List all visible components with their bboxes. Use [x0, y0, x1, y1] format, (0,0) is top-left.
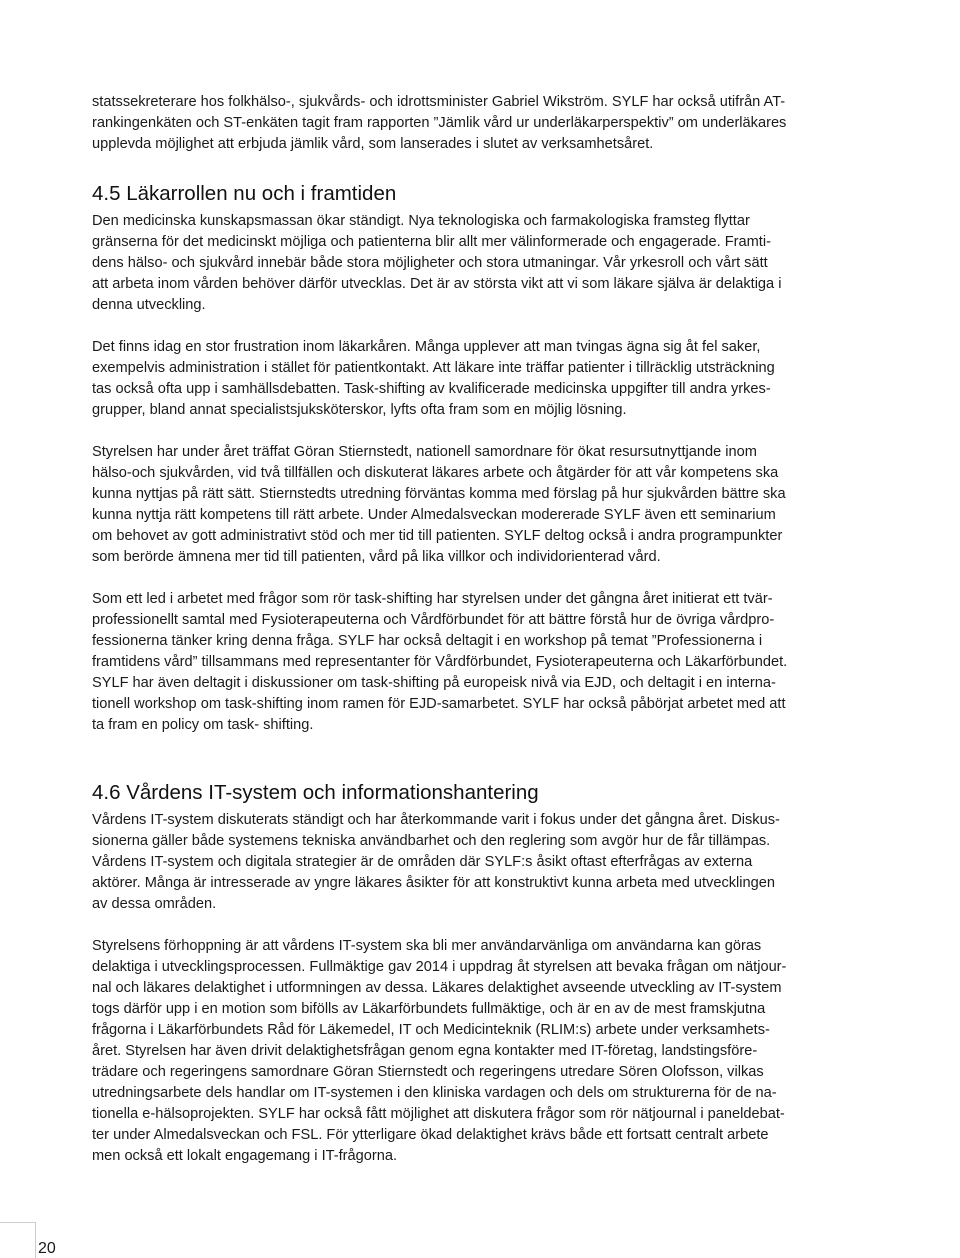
text-line: tionella e-hälsoprojekten. SYLF har också fått möjlighet att diskutera frågor som rör nätjournal i paneldebat-	[92, 1106, 785, 1122]
text-line: nal och läkares delaktighet i utformningen av dessa. Läkares delaktighet avseende utveckling av IT-system	[92, 980, 782, 996]
text-line: ter under Almedalsveckan och FSL. För ytterligare ökad delaktighet krävs både ett fortsatt centralt arbete	[92, 1127, 769, 1143]
text-line: Det finns idag en stor frustration inom läkarkåren. Många upplever att man tvingas ägna sig åt fel saker,	[92, 339, 761, 355]
text-line: tionell workshop om task-shifting inom ramen för EJD-samarbetet. SYLF har också påbörjat arbetet med att	[92, 696, 786, 712]
text-line: sionerna gäller både systemens tekniska användbarhet och den reglering som avgör hur de får tillämpas.	[92, 833, 771, 849]
text-line: Vårdens IT-system och digitala strategier är de områden där SYLF:s åsikt oftast efterfrågas av externa	[92, 854, 753, 870]
text-line: utredningsarbete dels handlar om IT-systemen i den kliniska vardagen och dels om strukturerna för de na-	[92, 1085, 777, 1101]
text-line: frågorna i Läkarförbundets Råd för Läkemedel, IT och Medicinteknik (RLIM:s) arbete under verksamhets-	[92, 1022, 770, 1038]
paragraph-4-6-2	[92, 936, 872, 1167]
section-heading-4-5: 4.5 Läkarrollen nu och i framtiden	[92, 182, 397, 205]
text-line: aktörer. Många är intresserade av yngre läkares åsikter för att konstruktivt kunna arbeta med utvecklingen	[92, 875, 776, 891]
text-line: kunna nyttja rätt kompetens till rätt arbete. Under Almedalsveckan modererade SYLF även ett seminarium	[92, 507, 776, 523]
text-line: Den medicinska kunskapsmassan ökar ständigt. Nya teknologiska och farmakologiska framsteg flyttar	[92, 213, 750, 229]
intro-paragraph	[92, 92, 872, 155]
text-line: om behovet av gott administrativt stöd och mer tid till patienten. SYLF deltog också i andra programpunkter	[92, 528, 783, 544]
text-line: Styrelsen har under året träffat Göran Stiernstedt, nationell samordnare för ökat resursutnyttjande inom	[92, 444, 757, 460]
text-line: upplevda möjlighet att erbjuda jämlik vård, som lanserades i slutet av verksamhetsåret.	[92, 136, 654, 152]
text-line: rankingenkäten och ST-enkäten tagit fram rapporten ”Jämlik vård ur underläkarperspektiv” om underläkares	[92, 115, 787, 131]
section-heading-4-6: 4.6 Vårdens IT-system och informationshantering	[92, 781, 539, 804]
paragraph-4-5-1	[92, 211, 872, 316]
text-line: professionellt samtal med Fysioterapeuterna och Vårdförbundet för att bättre förstå hur de övriga vårdpro-	[92, 612, 775, 628]
text-line: som berörde ämnena mer tid till patienten, vård på lika villkor och individorienterad vård.	[92, 549, 661, 565]
text-line: togs därför upp i en motion som bifölls av Läkarförbundets fullmäktige, och är en av de mest framskjutna	[92, 1001, 766, 1017]
page-content	[92, 92, 872, 1167]
page-number: 20	[38, 1240, 56, 1257]
text-line: Styrelsens förhoppning är att vårdens IT-system ska bli mer användarvänliga om användarna kan göras	[92, 938, 762, 954]
paragraph-4-5-3	[92, 442, 872, 568]
text-line: dens hälso- och sjukvård innebär både stora möjligheter och stora utmaningar. Vår yrkesroll och vårt sätt	[92, 255, 768, 271]
text-line: att arbeta inom vården behöver därför utvecklas. Det är av största vikt att vi som läkare själva är delaktiga i	[92, 276, 782, 292]
paragraph-4-5-2	[92, 337, 872, 421]
paragraph-4-6-1	[92, 810, 872, 915]
text-line: fessionerna tänker kring denna fråga. SYLF har också deltagit i en workshop på temat ”Professionerna i	[92, 633, 763, 649]
text-line: Som ett led i arbetet med frågor som rör task-shifting har styrelsen under det gångna året initierat ett tvär-	[92, 591, 773, 607]
text-line: trädare och regeringens samordnare Göran Stiernstedt och regeringens utredare Sören Olofsson, vilkas	[92, 1064, 764, 1080]
text-line: kunna nyttjas på rätt sätt. Stiernstedts utredning förväntas komma med förslag på hur sjukvården bättre ska	[92, 486, 786, 502]
paragraph-4-5-4	[92, 589, 872, 736]
text-line: framtidens vård” tillsammans med representanter för Vårdförbundet, Fysioterapeuterna och Läkarförbundet.	[92, 654, 788, 670]
text-line: ta fram en policy om task- shifting.	[92, 717, 314, 733]
text-line: delaktiga i utvecklingsprocessen. Fullmäktige gav 2014 i uppdrag åt styrelsen att bevaka frågan om nätjour-	[92, 959, 787, 975]
text-line: tas också ofta upp i samhällsdebatten. Task-shifting av kvalificerade medicinska uppgifter till andra yrkes-	[92, 381, 771, 397]
text-line: denna utveckling.	[92, 297, 206, 313]
text-line: hälso-och sjukvården, vid två tillfällen och diskuterat läkares arbete och åtgärder för att vår kompetens ska	[92, 465, 779, 481]
text-line: statssekreterare hos folkhälso-, sjukvårds- och idrottsminister Gabriel Wikström. SYLF har också utifrån AT-	[92, 94, 786, 110]
text-line: men också ett lokalt engagemang i IT-frågorna.	[92, 1148, 398, 1164]
text-line: av dessa områden.	[92, 896, 217, 912]
text-line: året. Styrelsen har även drivit delaktighetsfrågan genom egna kontakter med IT-företag, landstingsföre-	[92, 1043, 758, 1059]
text-line: SYLF har även deltagit i diskussioner om task-shifting på europeisk nivå via EJD, och deltagit i en interna-	[92, 675, 776, 691]
corner-vertical-rule	[35, 1222, 36, 1258]
corner-rule	[0, 1222, 36, 1223]
text-line: exempelvis administration i stället för patientkontakt. Att läkare inte träffar patienter i tillräcklig utsträckning	[92, 360, 775, 376]
text-line: grupper, bland annat specialistsjuksköterskor, lyfts ofta fram som en möjlig lösning.	[92, 402, 627, 418]
text-line: Vårdens IT-system diskuterats ständigt och har återkommande varit i fokus under det gångna året. Diskus-	[92, 812, 780, 828]
text-line: gränserna för det medicinskt möjliga och patienterna blir allt mer välinformerade och engagerade. Framti-	[92, 234, 771, 250]
